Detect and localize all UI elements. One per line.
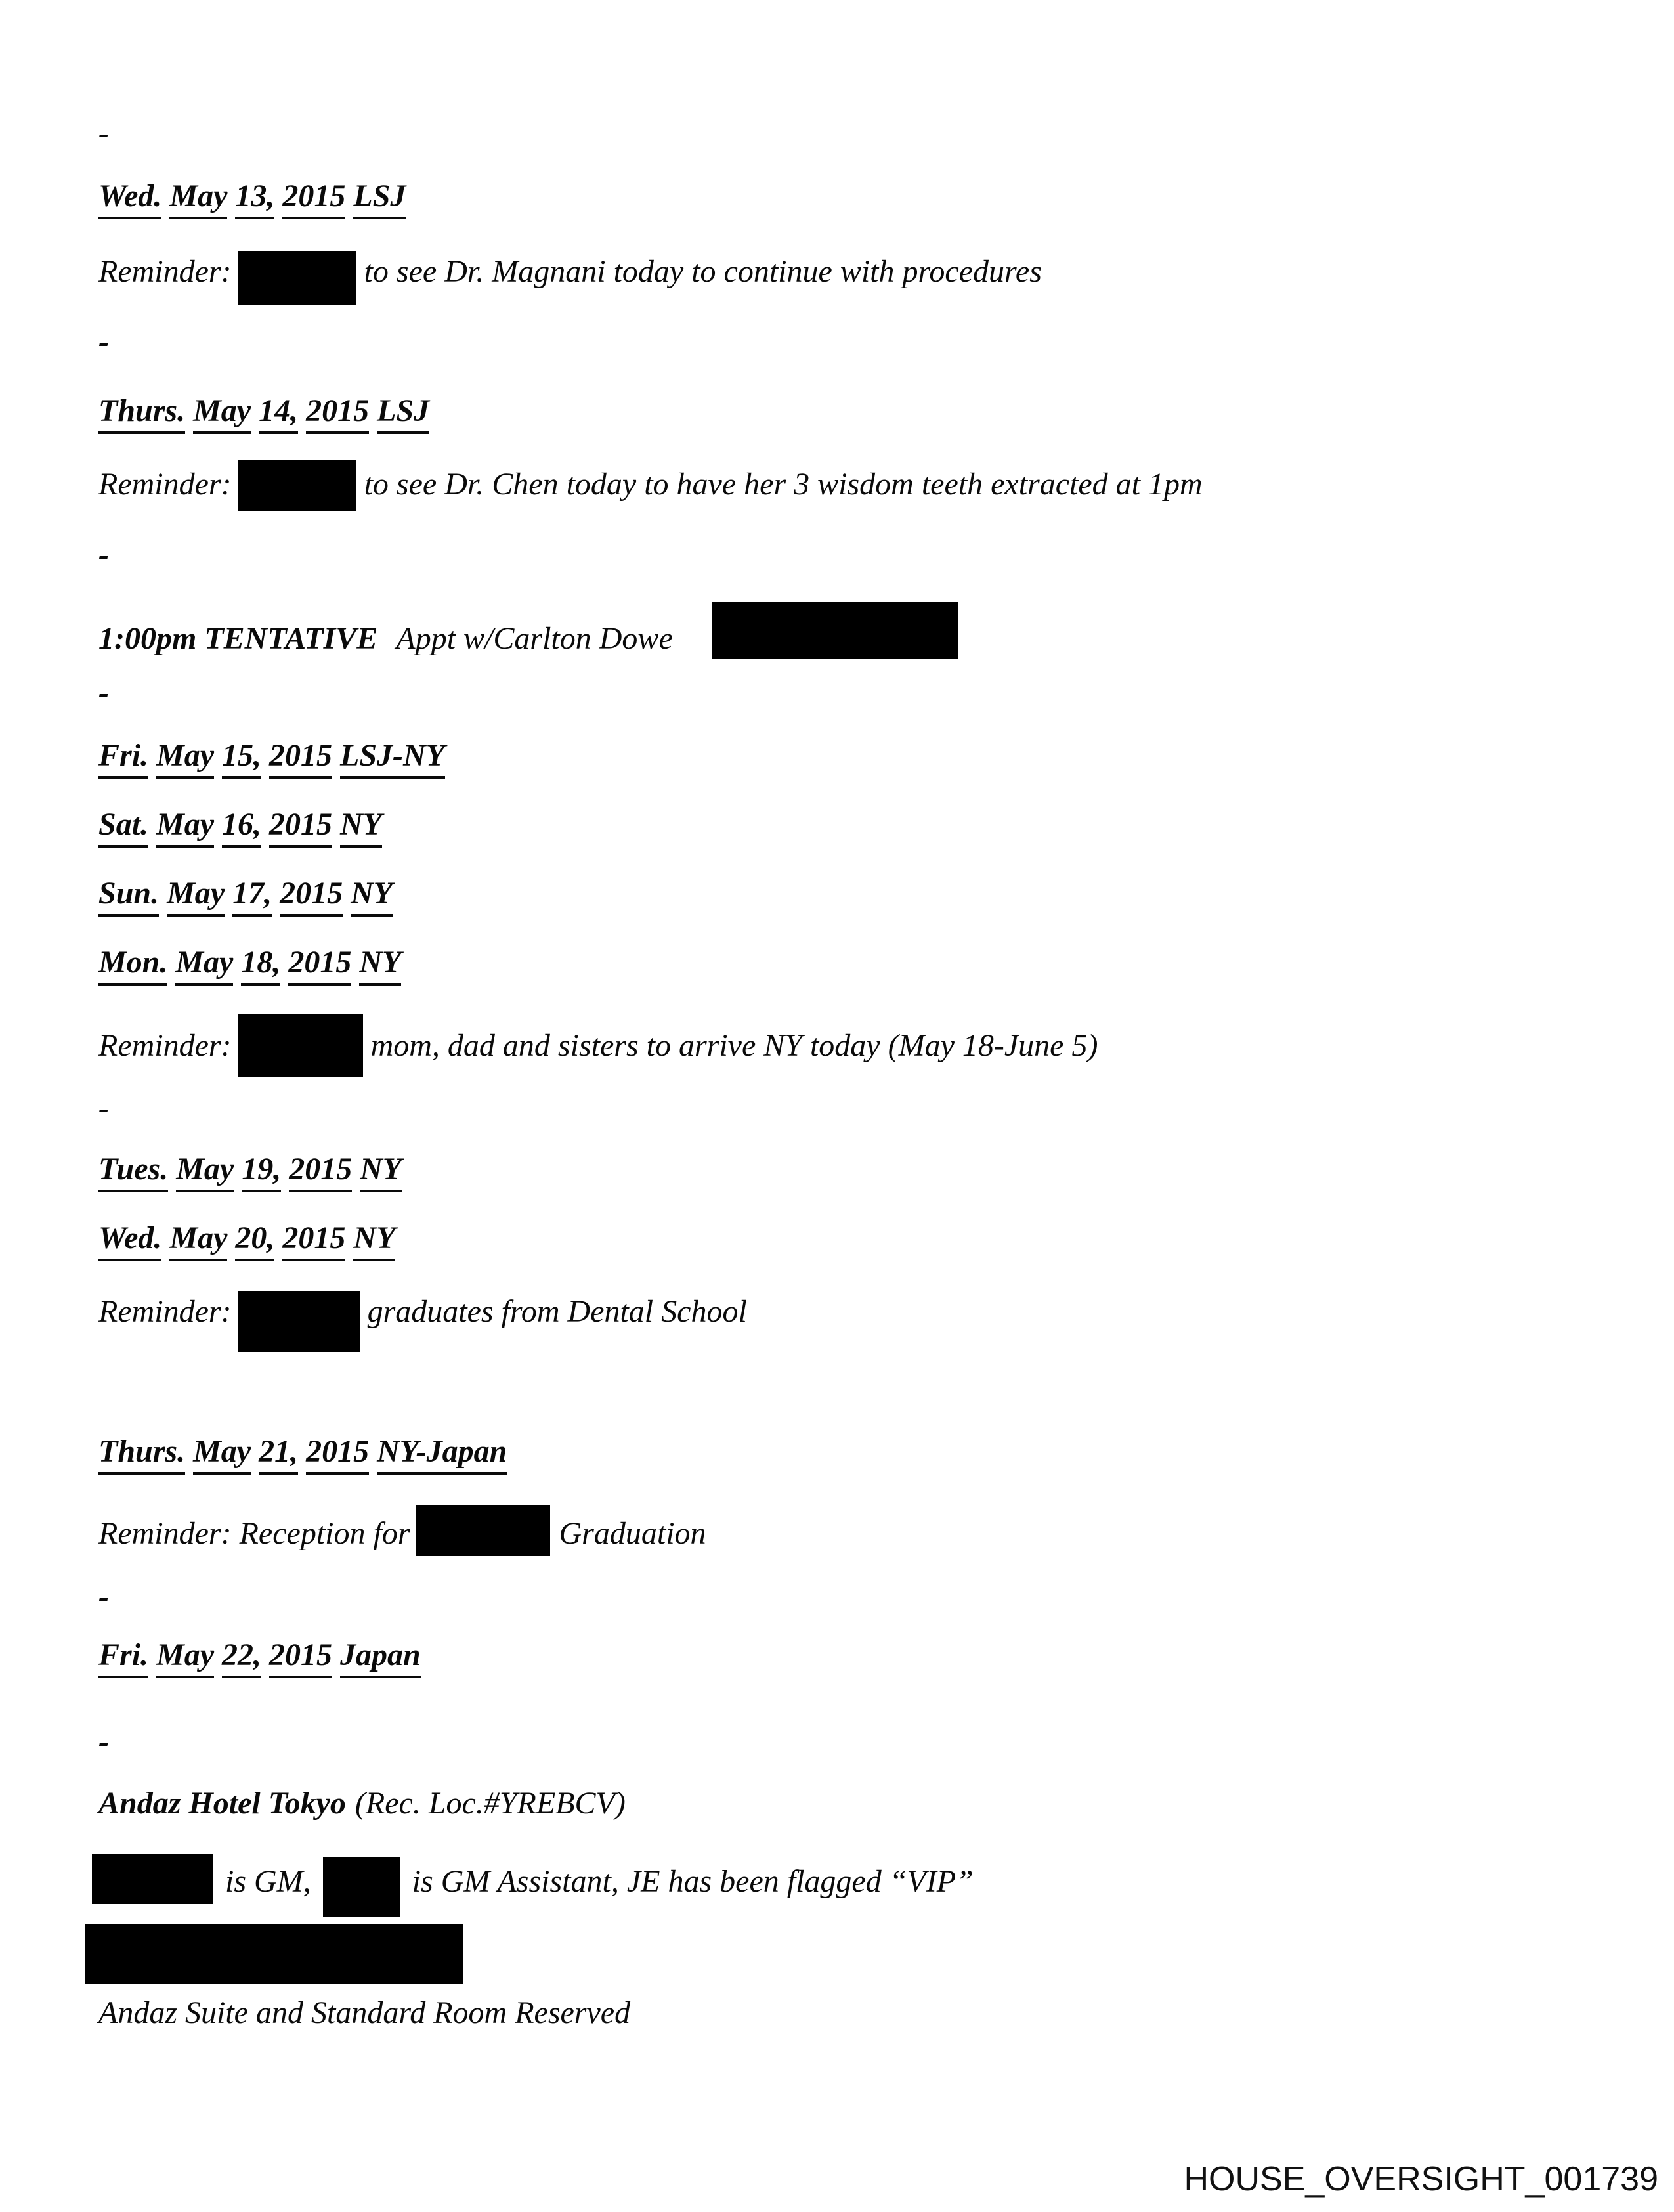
heading-word: May <box>169 1221 227 1261</box>
heading-word: 14, <box>259 393 298 434</box>
reminder-text: to see Dr. Magnani today to continue with procedures <box>364 254 1042 289</box>
heading-word: Sat. <box>98 807 148 848</box>
heading-word: 22, <box>222 1637 261 1678</box>
date-heading-may-22 <box>98 1639 421 1671</box>
heading-word: 17, <box>232 876 272 917</box>
heading-word: 18, <box>241 945 280 986</box>
date-heading-may-14 <box>98 395 429 427</box>
hotel-reservation-line: Andaz Suite and Standard Room Reserved <box>98 1995 631 2030</box>
heading-word: Wed. <box>98 179 161 219</box>
reminder-text: graduates from Dental School <box>367 1294 747 1329</box>
separator-dash: - <box>98 1579 109 1614</box>
heading-word: Japan <box>340 1637 421 1678</box>
redaction-box <box>323 1857 400 1917</box>
date-heading-may-21 <box>98 1436 507 1467</box>
heading-word: May <box>193 393 251 434</box>
date-heading-may-18 <box>98 947 401 978</box>
heading-word: May <box>156 1637 214 1678</box>
reminder-label: Reminder: <box>98 1028 232 1063</box>
heading-word: NY <box>353 1221 395 1261</box>
heading-word: LSJ <box>377 393 429 434</box>
hotel-name: Andaz Hotel Tokyo <box>98 1786 346 1821</box>
appointment-time: 1:00pm TENTATIVE <box>98 621 378 656</box>
heading-word: Thurs. <box>98 393 185 434</box>
heading-word: 2015 <box>269 1637 332 1678</box>
reminder-magnani <box>98 251 1042 305</box>
gm-assistant-text: is GM Assistant, JE has been flagged “VIP” <box>412 1864 974 1899</box>
appointment-desc: Appt w/Carlton Dowe <box>396 621 673 656</box>
heading-word: 20, <box>235 1221 274 1261</box>
reminder-text: to see Dr. Chen today to have her 3 wisdom teeth extracted at 1pm <box>364 467 1203 502</box>
reminder-label: Reminder: <box>98 467 232 502</box>
redaction-box <box>92 1854 213 1904</box>
heading-word: LSJ <box>353 179 406 219</box>
heading-word: 2015 <box>306 393 369 434</box>
heading-word: Tues. <box>98 1152 168 1192</box>
heading-word: 16, <box>222 807 261 848</box>
heading-word: May <box>175 945 233 986</box>
separator-dash: - <box>98 537 109 572</box>
heading-word: 2015 <box>269 738 332 779</box>
reminder-text: mom, dad and sisters to arrive NY today (May 18-June 5) <box>370 1028 1098 1063</box>
heading-word: NY-Japan <box>377 1434 507 1475</box>
date-heading-may-13 <box>98 181 406 212</box>
heading-word: NY <box>340 807 382 848</box>
heading-word: 15, <box>222 738 261 779</box>
reminder-label: Reminder: Reception for <box>98 1516 410 1551</box>
reminder-dental-graduation <box>98 1291 747 1352</box>
heading-word: 2015 <box>282 1221 345 1261</box>
heading-word: 19, <box>242 1152 281 1192</box>
separator-dash: - <box>98 675 109 710</box>
heading-word: Wed. <box>98 1221 161 1261</box>
heading-word: 2015 <box>289 1152 352 1192</box>
heading-word: May <box>193 1434 251 1475</box>
heading-word: May <box>167 876 225 917</box>
heading-word: Thurs. <box>98 1434 185 1475</box>
redaction-box <box>416 1505 550 1556</box>
separator-dash: - <box>98 116 109 150</box>
reminder-family-arrival <box>98 1014 1098 1077</box>
appointment-carlton-dowe <box>98 602 958 659</box>
heading-word: 2015 <box>306 1434 369 1475</box>
hotel-record-locator: (Rec. Loc.#YREBCV) <box>354 1786 626 1821</box>
date-heading-may-20 <box>98 1223 395 1254</box>
separator-dash: - <box>98 324 109 359</box>
reminder-label: Reminder: <box>98 254 232 289</box>
reminder-reception <box>98 1505 706 1556</box>
heading-word: May <box>169 179 227 219</box>
heading-word: NY <box>351 876 393 917</box>
redaction-box <box>238 1014 363 1077</box>
reminder-chen <box>98 460 1203 511</box>
hotel-gm-line <box>92 1854 974 1917</box>
redaction-box <box>712 602 958 659</box>
heading-word: 2015 <box>282 179 345 219</box>
redaction-box <box>238 251 356 305</box>
bates-number: HOUSE_OVERSIGHT_001739 <box>1184 2160 1658 2198</box>
heading-word: May <box>176 1152 234 1192</box>
heading-word: Mon. <box>98 945 167 986</box>
heading-word: 2015 <box>280 876 343 917</box>
heading-word: NY <box>359 945 401 986</box>
heading-word: May <box>156 807 214 848</box>
heading-word: NY <box>360 1152 402 1192</box>
heading-word: Fri. <box>98 1637 148 1678</box>
heading-word: 2015 <box>288 945 351 986</box>
hotel-line <box>98 1788 626 1819</box>
heading-word: 21, <box>259 1434 298 1475</box>
heading-word: 2015 <box>269 807 332 848</box>
redaction-box <box>238 1291 360 1352</box>
heading-word: May <box>156 738 214 779</box>
gm-text: is GM, <box>225 1864 311 1899</box>
heading-word: Fri. <box>98 738 148 779</box>
reminder-text: Graduation <box>559 1516 706 1551</box>
heading-word: LSJ-NY <box>340 738 445 779</box>
date-heading-may-15 <box>98 740 445 771</box>
separator-dash: - <box>98 1724 109 1759</box>
heading-word: 13, <box>235 179 274 219</box>
separator-dash: - <box>98 1091 109 1125</box>
reminder-label: Reminder: <box>98 1294 232 1329</box>
redaction-box <box>238 460 356 511</box>
heading-word: Sun. <box>98 876 159 917</box>
date-heading-may-17 <box>98 878 393 909</box>
redaction-block <box>85 1924 463 1984</box>
date-heading-may-19 <box>98 1154 402 1185</box>
date-heading-may-16 <box>98 809 382 840</box>
